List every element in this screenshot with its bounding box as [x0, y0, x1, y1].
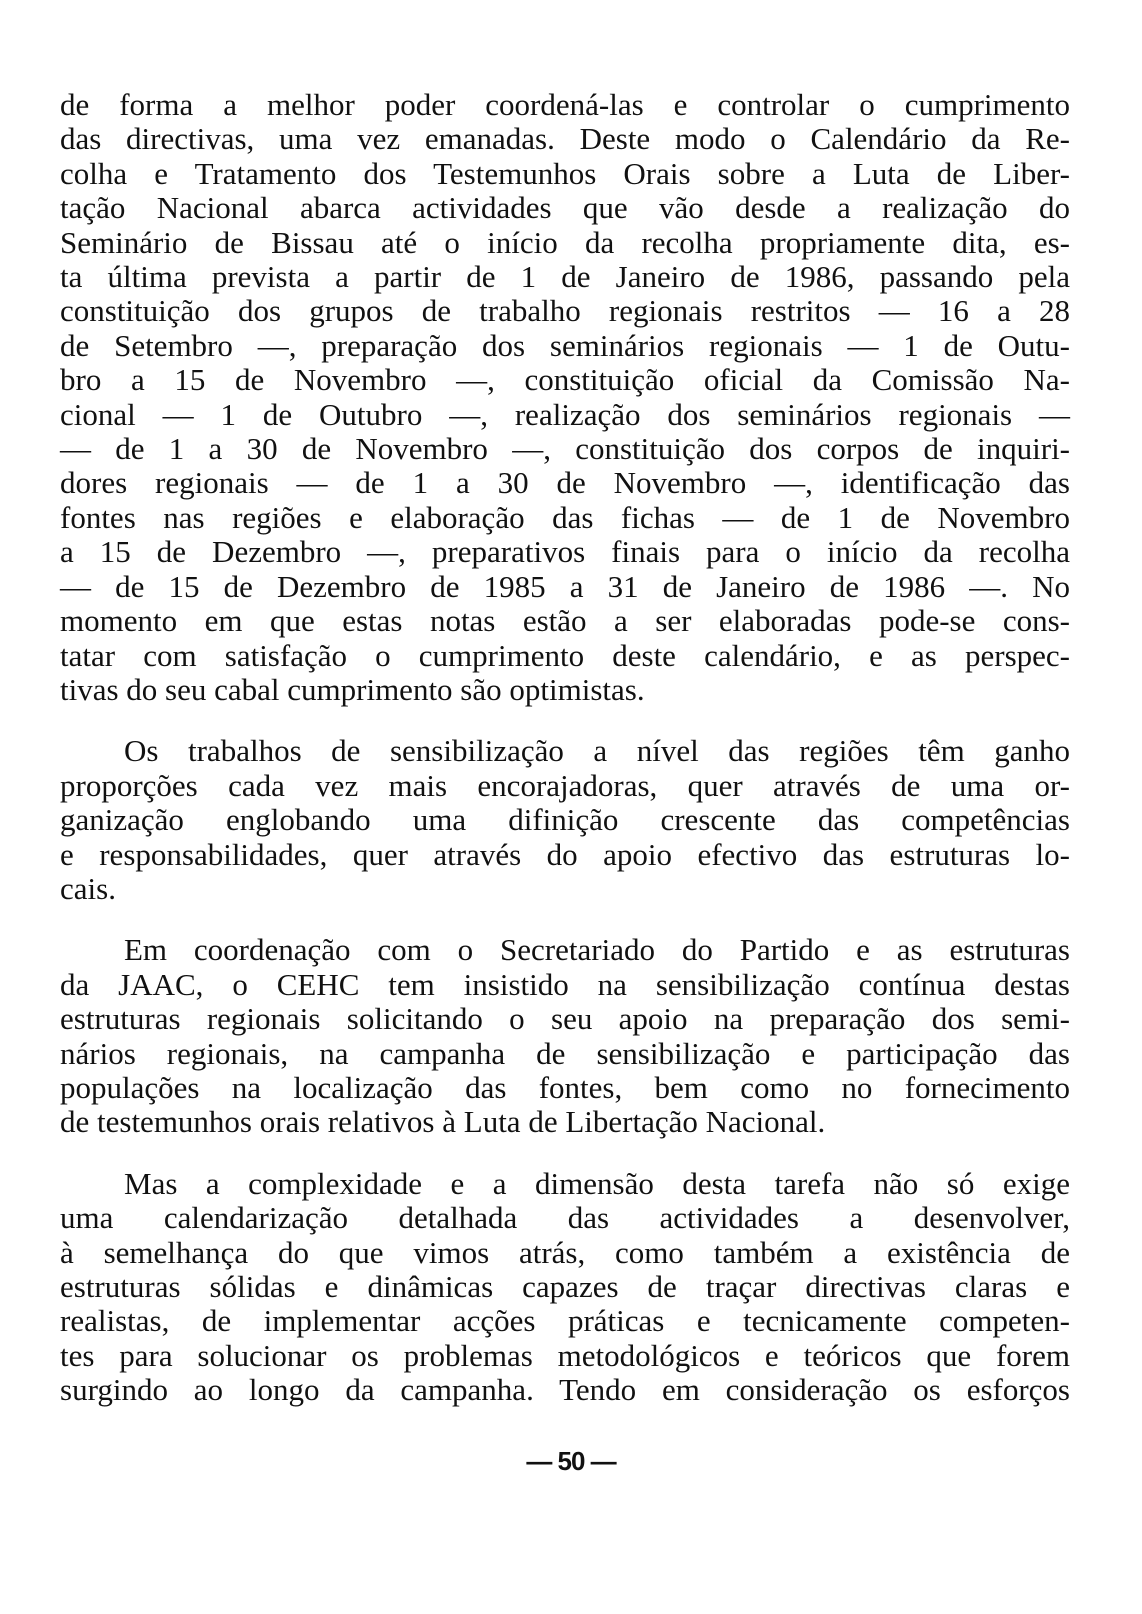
text-line: bro a 15 de Novembro —, constituição oficial da Comissão Na- [60, 362, 1070, 398]
text-line: fontes nas regiões e elaboração das fichas — de 1 de Novembro [60, 499, 1070, 535]
text-line: Os trabalhos de sensibilização a nível das regiões têm ganho [124, 733, 1070, 769]
text-line: proporções cada vez mais encorajadoras, quer através de uma or- [60, 767, 1070, 803]
paragraph-3 [60, 933, 1070, 1139]
text-line: — de 1 a 30 de Novembro —, constituição dos corpos de inquiri- [60, 431, 1070, 467]
text-line: — de 15 de Dezembro de 1985 a 31 de Janeiro de 1986 —. No [60, 568, 1070, 604]
text-line: dores regionais — de 1 a 30 de Novembro —, identificação das [60, 465, 1070, 501]
text-line: e responsabilidades, quer através do apoio efectivo das estruturas lo- [60, 836, 1070, 872]
paragraph-4 [60, 1167, 1070, 1408]
text-line: de forma a melhor poder coordená-las e controlar o cumprimento [60, 87, 1070, 122]
text-line: à semelhança do que vimos atrás, como também a existência de [60, 1234, 1070, 1270]
text-line: Em coordenação com o Secretariado do Partido e as estruturas [124, 932, 1070, 968]
text-line: a 15 de Dezembro —, preparativos finais para o início da recolha [60, 534, 1070, 570]
text-line: estruturas sólidas e dinâmicas capazes de traçar directivas claras e [60, 1269, 1070, 1304]
text-line: das directivas, uma vez emanadas. Deste modo o Calendário da Re- [60, 121, 1070, 157]
page-number: — 50 — [526, 1446, 616, 1476]
paragraph-1 [60, 88, 1070, 707]
text-line: tação Nacional abarca actividades que vão desde a realização do [60, 190, 1070, 226]
text-line: momento em que estas notas estão a ser elaboradas pode-se cons- [60, 603, 1070, 639]
text-line: ganização englobando uma difinição crescente das competências [60, 802, 1070, 838]
text-line: de testemunhos orais relativos à Luta de Libertação Nacional. [60, 1104, 826, 1140]
text-line: tes para solucionar os problemas metodológicos e teóricos que forem [60, 1337, 1070, 1373]
text-line: Seminário de Bissau até o início da recolha propriamente dita, es- [60, 224, 1070, 260]
text-line: populações na localização das fontes, bem como no fornecimento [60, 1069, 1070, 1105]
text-line: tatar com satisfação o cumprimento deste calendário, e as perspec- [60, 637, 1070, 673]
paragraph-gap [60, 1140, 1070, 1167]
text-line: Mas a complexidade e a dimensão desta tarefa não só exige [124, 1165, 1070, 1201]
text-line: cais. [60, 870, 116, 906]
text-line: uma calendarização detalhada das actividades a desenvolver, [60, 1200, 1070, 1236]
text-line: estruturas regionais solicitando o seu apoio na preparação dos semi- [60, 1001, 1070, 1037]
text-line: colha e Tratamento dos Testemunhos Orais sobre a Luta de Liber- [60, 155, 1070, 191]
text-line: surgindo ao longo da campanha. Tendo em consideração os esforços [60, 1372, 1070, 1408]
text-line: nários regionais, na campanha de sensibilização e participação das [60, 1035, 1070, 1071]
text-line: de Setembro —, preparação dos seminários regionais — 1 de Outu- [60, 327, 1070, 363]
paragraph-gap [60, 906, 1070, 933]
text-line: realistas, de implementar acções práticas e tecnicamente competen- [60, 1303, 1070, 1339]
text-line: ta última prevista a partir de 1 de Janeiro de 1986, passando pela [60, 259, 1070, 295]
text-line: constituição dos grupos de trabalho regionais restritos — 16 a 28 [60, 293, 1070, 329]
text-line: tivas do seu cabal cumprimento são optimistas. [60, 671, 645, 707]
text-line: da JAAC, o CEHC tem insistido na sensibilização contínua destas [60, 966, 1070, 1002]
document-page [60, 88, 1070, 1408]
text-line: cional — 1 de Outubro —, realização dos seminários regionais — [60, 396, 1070, 432]
paragraph-gap [60, 707, 1070, 734]
paragraph-2 [60, 734, 1070, 906]
